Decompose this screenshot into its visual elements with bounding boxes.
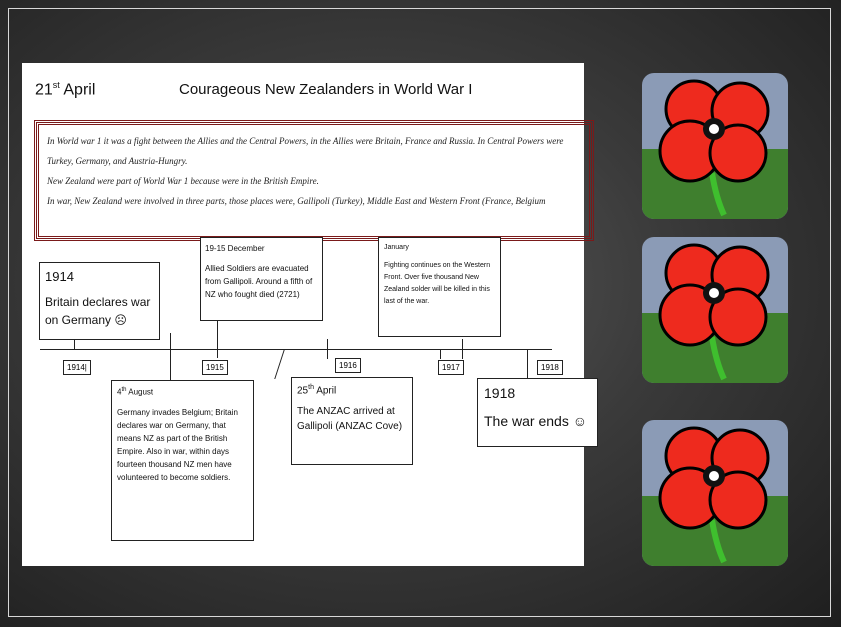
poppy-image [642, 73, 788, 219]
event-box-anzac [291, 377, 413, 465]
event-box-august [111, 380, 254, 541]
connector-line [440, 349, 441, 359]
intro-paragraph: New Zealand were part of World War 1 because were in the British Empire. [47, 176, 319, 186]
event-header: 19-15 December [205, 244, 265, 253]
page-title: Courageous New Zealanders in World War I [179, 81, 473, 98]
event-year: 1918 [484, 385, 516, 401]
event-date: 4th August [117, 387, 154, 397]
event-box-1914 [39, 262, 160, 340]
event-text: The ANZAC arrived at Gallipoli (ANZAC Cove) [297, 406, 403, 433]
connector-line [274, 349, 285, 379]
event-text: Allied Soldiers are evacuated from Gallipoli. Around a fifth of NZ who fought died (2721) [205, 264, 313, 299]
year-label: 1917 [438, 360, 464, 375]
event-box-january [378, 237, 501, 337]
poppy-image [642, 237, 788, 383]
event-text: Britain declares war on Germany ☹ [45, 295, 151, 327]
event-text: Fighting continues on the Western Front. Over five thousand New Zealand solder will be killed in this last of the war. [384, 262, 491, 305]
event-box-december [200, 237, 323, 321]
connector-line [74, 339, 75, 350]
event-text: Germany invades Belgium; Britain declares war on Germany, that means NZ as part of the British Empire. Also in war, within days fourteen thousand NZ men have volunteered to become soldiers. [117, 407, 238, 482]
intro-paragraph: In war, New Zealand were involved in three parts, those places were, Gallipoli (Turkey), Middle East and Western Front (France, Belgium [47, 196, 546, 206]
connector-line [462, 339, 463, 359]
intro-box [36, 122, 592, 239]
event-text: The war ends ☺ [484, 413, 588, 429]
timeline-axis [40, 349, 552, 350]
slide-date: 21st April [35, 80, 96, 99]
connector-line [527, 349, 528, 381]
connector-line [327, 339, 328, 359]
event-header: January [384, 244, 409, 251]
year-label: 1918 [537, 360, 563, 375]
event-date: 25th April [297, 384, 337, 397]
year-label: 1915 [202, 360, 228, 375]
year-label: 1916 [335, 358, 361, 373]
connector-line [170, 333, 171, 381]
event-year: 1914 [45, 269, 74, 284]
year-label: 1914| [63, 360, 91, 375]
intro-paragraph: In World war 1 it was a fight between the Allies and the Central Powers, in the Allies were Britain, France and Russia. In Central Powers were Turkey, Germany, and Austria-Hungry. [47, 136, 564, 166]
poppy-image [642, 420, 788, 566]
document-image [22, 63, 588, 566]
event-box-1918 [477, 378, 598, 447]
